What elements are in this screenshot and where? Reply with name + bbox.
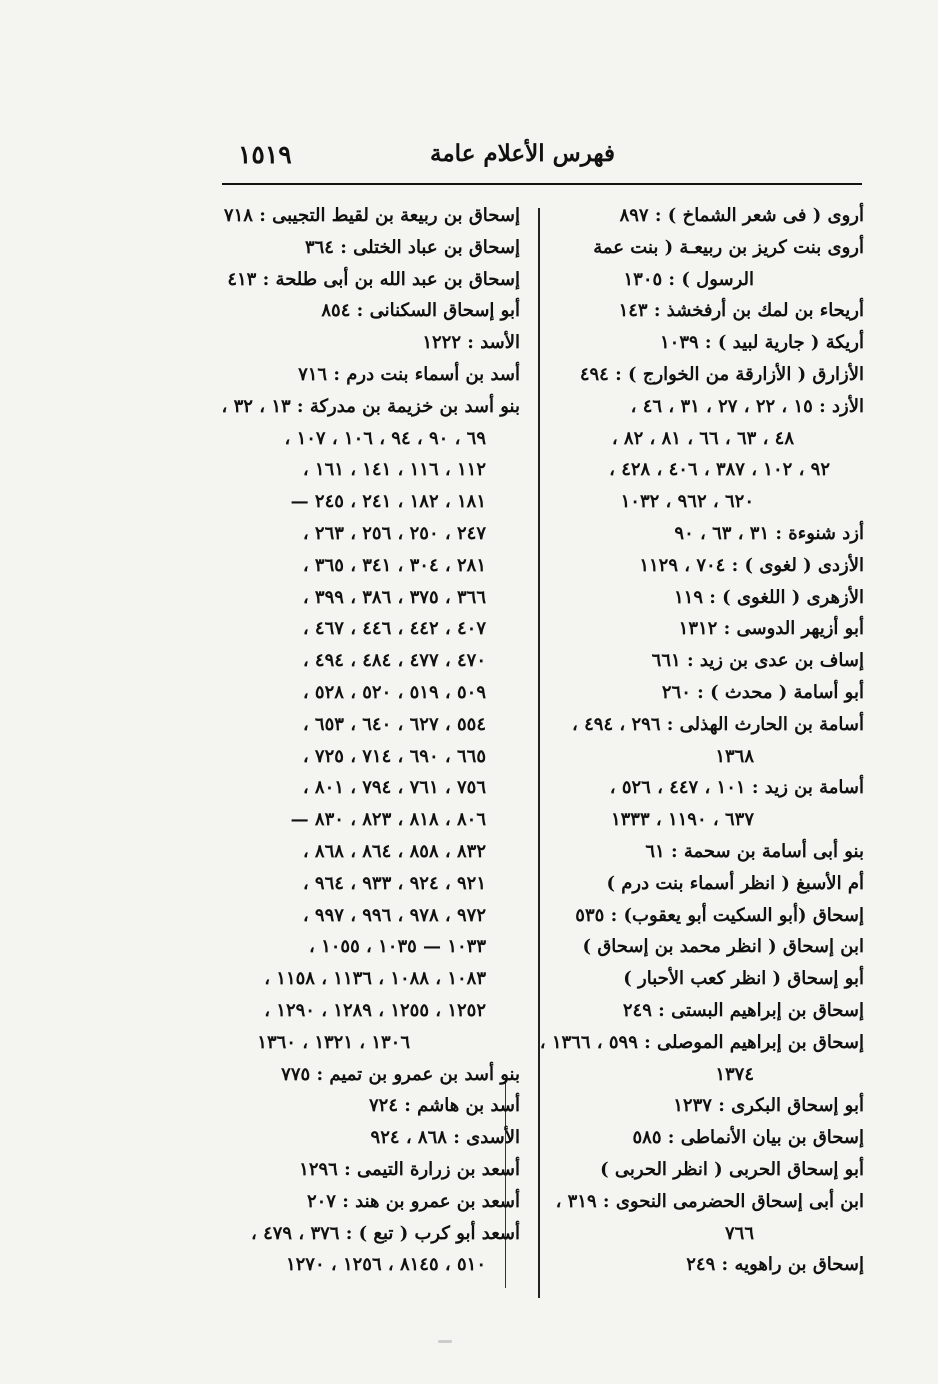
index-entry: ١٠٨٣ ، ١٠٨٨ ، ١١٣٦ ، ١١٥٨ ، bbox=[264, 968, 486, 990]
index-entry: ٦٢٠ ، ٩٦٢ ، ١٠٣٢ bbox=[620, 491, 754, 513]
index-entry: ١٢٥٢ ، ١٢٥٥ ، ١٢٨٩ ، ١٢٩٠ ، bbox=[264, 999, 486, 1021]
index-entry: الأزد : ١٥ ، ٢٢ ، ٢٧ ، ٣١ ، ٤٦ ، bbox=[630, 395, 864, 417]
left-column bbox=[220, 200, 520, 1281]
index-entry: ٤٧٠ ، ٤٧٧ ، ٤٨٤ ، ٤٩٤ ، bbox=[302, 650, 486, 672]
index-entry: إسحاق (أبو السكيت أبو يعقوب) : ٥٣٥ bbox=[575, 904, 864, 926]
index-entry: أسعد بن عمرو بن هند : ٢٠٧ bbox=[306, 1190, 520, 1212]
index-entry: الأزدى ( لغوى ) : ٧٠٤ ، ١١٢٩ bbox=[639, 554, 864, 576]
index-entry: أبو إسحاق البكرى : ١٢٣٧ bbox=[673, 1095, 864, 1117]
index-entry: الرسول ) : ١٣٠٥ bbox=[623, 268, 754, 290]
index-entry: أبو إسحاق ( انظر كعب الأحبار ) bbox=[623, 968, 864, 990]
page-header bbox=[230, 138, 870, 188]
index-entry: الأسد : ١٢٢٢ bbox=[422, 332, 520, 354]
index-entry: أبو إسحاق الحربى ( انظر الحربى ) bbox=[600, 1158, 864, 1180]
page-number: ١٥١٩ bbox=[238, 140, 292, 169]
header-rule bbox=[222, 183, 862, 185]
index-entry: ١٠٣٣ — ١٠٣٥ ، ١٠٥٥ ، bbox=[309, 936, 486, 958]
index-entry: أبو أزيهر الدوسى : ١٣١٢ bbox=[678, 618, 864, 640]
index-entry: ٢٤٧ ، ٢٥٠ ، ٢٥٦ ، ٢٦٣ ، bbox=[302, 522, 486, 544]
index-entry: ٥٠٩ ، ٥١٩ ، ٥٢٠ ، ٥٢٨ ، bbox=[302, 681, 486, 703]
index-entry: ٧٥٦ ، ٧٦١ ، ٧٩٤ ، ٨٠١ ، bbox=[302, 777, 486, 799]
index-entry: أبو إسحاق السكنانى : ٨٥٤ bbox=[321, 300, 520, 322]
index-entry: أروى بنت كريز بن ربيعـة ( بنت عمة bbox=[593, 236, 864, 258]
index-entry: أبو أسامة ( محدث ) : ٢٦٠ bbox=[661, 681, 864, 703]
index-entry: أروى ( فى شعر الشماخ ) : ٨٩٧ bbox=[619, 205, 864, 226]
index-entry: الأزارق ( الأزارقة من الخوارج ) : ٤٩٤ bbox=[579, 363, 864, 385]
index-entry: ١٨١ ، ١٨٢ ، ٢٤١ ، ٢٤٥ — bbox=[290, 491, 486, 513]
index-entry: ٩٢١ ، ٩٢٤ ، ٩٣٣ ، ٩٦٤ ، bbox=[302, 872, 486, 894]
index-entry: بنو أسد بن عمرو بن تميم : ٧٧٥ bbox=[281, 1063, 520, 1085]
index-entry: أسامة بن الحارث الهذلى : ٢٩٦ ، ٤٩٤ ، bbox=[572, 713, 864, 735]
index-entry: ابن أبى إسحاق الحضرمى النحوى : ٣١٩ ، bbox=[555, 1190, 864, 1212]
index-entry: إسحاق بن عباد الختلى : ٣٦٤ bbox=[304, 236, 520, 258]
index-entry: إسحاق بن راهويه : ٢٤٩ bbox=[686, 1254, 864, 1276]
index-entry: إساف بن عدى بن زيد : ٦٦١ bbox=[651, 650, 864, 672]
index-entry: ٩٢ ، ١٠٢ ، ٣٨٧ ، ٤٠٦ ، ٤٢٨ ، bbox=[609, 459, 830, 481]
index-entry: ٩٧٢ ، ٩٧٨ ، ٩٩٦ ، ٩٩٧ ، bbox=[302, 904, 486, 926]
index-entry: أسد بن هاشم : ٧٢٤ bbox=[368, 1095, 520, 1117]
index-entry: أسعد بن زرارة التيمى : ١٢٩٦ bbox=[299, 1158, 520, 1180]
index-entry: إسحاق بن عبد الله بن أبى طلحة : ٤١٣ bbox=[227, 268, 520, 290]
index-entry: ١٣٧٤ bbox=[715, 1063, 754, 1085]
index-entry: الأزهرى ( اللغوى ) : ١١٩ bbox=[673, 586, 864, 608]
index-entry: ١٣٠٦ ، ١٣٢١ ، ١٣٦٠ bbox=[257, 1031, 410, 1053]
index-entry: ٨٣٢ ، ٨٥٨ ، ٨٦٤ ، ٨٦٨ ، bbox=[302, 840, 486, 862]
index-entry: ٥٥٤ ، ٦٢٧ ، ٦٤٠ ، ٦٥٣ ، bbox=[302, 713, 486, 735]
index-entry: ٤٠٧ ، ٤٤٢ ، ٤٤٦ ، ٤٦٧ ، bbox=[302, 618, 486, 640]
right-column bbox=[540, 200, 864, 1281]
index-entry: أزد شنوءة : ٣١ ، ٦٣ ، ٩٠ bbox=[674, 522, 864, 544]
index-entry: أسامة بن زيد : ١٠١ ، ٤٤٧ ، ٥٢٦ ، bbox=[609, 777, 864, 799]
index-entry: ابن إسحاق ( انظر محمد بن إسحاق ) bbox=[582, 936, 864, 958]
index-entry: ٦٣٧ ، ١١٩٠ ، ١٣٣٣ bbox=[610, 809, 754, 831]
index-entry: ٦٦٥ ، ٦٩٠ ، ٧١٤ ، ٧٢٥ ، bbox=[302, 745, 486, 767]
index-entry: أريكة ( جارية لبيد ) : ١٠٣٩ bbox=[659, 332, 864, 354]
index-entry: أسد بن أسماء بنت درم : ٧١٦ bbox=[298, 363, 520, 385]
index-entry: ٧٦٦ bbox=[724, 1222, 754, 1244]
index-entry: الأسدى : ٨٦٨ ، ٩٢٤ bbox=[370, 1127, 520, 1149]
index-entry: أم الأسبغ ( انظر أسماء بنت درم ) bbox=[606, 872, 864, 894]
index-entry: ٦٩ ، ٩٠ ، ٩٤ ، ١٠٦ ، ١٠٧ ، bbox=[284, 427, 486, 449]
page-title: فهرس الأعلام عامة bbox=[430, 140, 615, 167]
paper-mark bbox=[438, 1340, 452, 1343]
index-entry: ٣٦٦ ، ٣٧٥ ، ٣٨٦ ، ٣٩٩ ، bbox=[302, 586, 486, 608]
index-entry: بنو أبى أسامة بن سحمة : ٦١ bbox=[645, 840, 864, 862]
index-entry: ٨٠٦ ، ٨١٨ ، ٨٢٣ ، ٨٣٠ — bbox=[290, 809, 486, 831]
index-entry: أسعد أبو كرب ( تبع ) : ٣٧٦ ، ٤٧٩ ، bbox=[251, 1222, 520, 1244]
index-entry: أريحاء بن لمك بن أرفخشذ : ١٤٣ bbox=[618, 300, 864, 322]
index-entry: بنو أسد بن خزيمة بن مدركة : ١٣ ، ٣٢ ، bbox=[221, 395, 520, 417]
index-entry: إسحاق بن إبراهيم البستى : ٢٤٩ bbox=[622, 999, 864, 1021]
index-entry: ١١٢ ، ١١٦ ، ١٤١ ، ١٦١ ، bbox=[302, 459, 486, 481]
index-entry: ١٣٦٨ bbox=[715, 745, 754, 767]
index-entry: ٢٨١ ، ٣٠٤ ، ٣٤١ ، ٣٦٥ ، bbox=[302, 554, 486, 576]
index-entry: إسحاق بن بيان الأنماطى : ٥٨٥ bbox=[632, 1127, 864, 1149]
index-entry: إسحاق بن ربيعة بن لقيط التجيبى : ٧١٨ bbox=[223, 205, 520, 226]
index-entry: ٥١٠ ، ٨١٤٥ ، ١٢٥٦ ، ١٢٧٠ bbox=[285, 1254, 486, 1276]
index-entry: إسحاق بن إبراهيم الموصلى : ٥٩٩ ، ١٣٦٦ ، bbox=[540, 1031, 864, 1053]
index-entry: ٤٨ ، ٦٣ ، ٦٦ ، ٨١ ، ٨٢ ، bbox=[611, 427, 794, 449]
